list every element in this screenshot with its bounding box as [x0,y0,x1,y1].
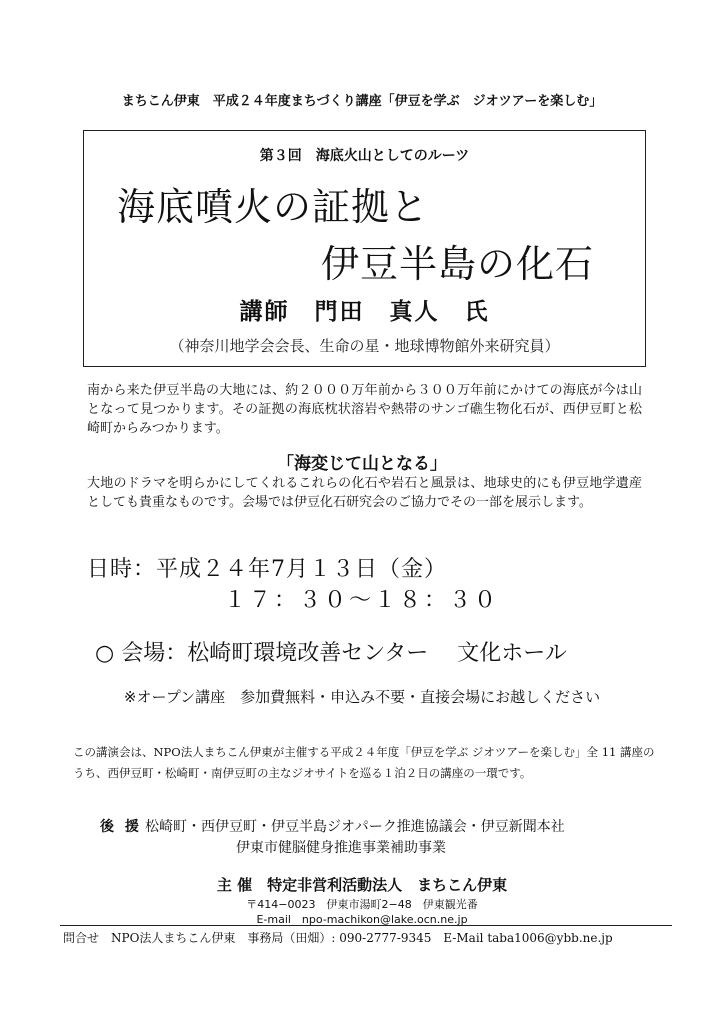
description-paragraph: 大地のドラマを明らかにしてくれるこれらの化石や岩石と風景は、地球史的にも伊豆地学遺産としても貴重なものです。会場では伊豆化石研究会のご協力でその一部を展示します。 [87,476,642,510]
support-line-2: 伊東市健脳健身推進事業補助事業 [236,840,446,856]
organizer-address: 〒414−0023 伊東市湯町2−48 伊東観光番 [246,898,478,911]
event-date: 日時：平成２４年7月１３日（金） [87,557,447,582]
inquiry-contact: 問合せ NPO法人まちこん伊東 事務局（田畑）: 090-2777-9345 E-Mail taba1006@ybb.ne.jp [63,931,613,945]
session-label: 第３回 海底火山としてのルーツ [259,148,470,164]
main-title-line-1: 海底噴火の証拠と [117,185,430,229]
title-box [83,130,646,367]
footer-divider [60,925,672,926]
main-title-line-2: 伊豆半島の化石 [321,242,595,286]
lecturer-name: 講師 門田 真人 氏 [239,299,490,325]
support-line-1: 松崎町・西伊豆町・伊豆半島ジオパーク推進協議会・伊豆新聞本社 [145,819,565,835]
support-label: 後 援 [100,819,142,835]
organizer-name: 主 催 特定非営利活動法人 まちこん伊東 [216,876,508,894]
series-note: この講演会は、NPO法人まちこん伊東が主催する平成２４年度「伊豆を学ぶ ジオツアーを楽しむ」全 11 講座のうち、西伊豆町・松崎町・南伊豆町の主なジオサイトを巡る１泊２日の講座の一環です。 [73,745,655,780]
organizer-email: E-mail npo-machikon@lake.ocn.ne.jp [256,913,468,926]
slogan: 「海変じて山となる」 [277,454,447,474]
event-time: １７：３０〜１８：３０ [224,588,500,613]
intro-paragraph: 南から来た伊豆半島の大地には、約２０００万年前から３００万年前にかけての海底が今は山となって見つかります。その証拠の海底枕状溶岩や熱帯のサンゴ礁生物化石が、西伊豆町と松崎町からみつかります。 [87,383,642,436]
series-header: まちこん伊東 平成２４年度まちづくり講座「伊豆を学ぶ ジオツアーを楽しむ」 [121,94,603,109]
admission-notice: ※オープン講座 参加費無料・申込み不要・直接会場にお越しください [123,688,601,706]
lecturer-affiliation: （神奈川地学会会長、生命の星・地球博物館外来研究員） [169,337,560,355]
event-venue: ○ 会場：松崎町環境改善センター 文化ホール [95,641,567,666]
